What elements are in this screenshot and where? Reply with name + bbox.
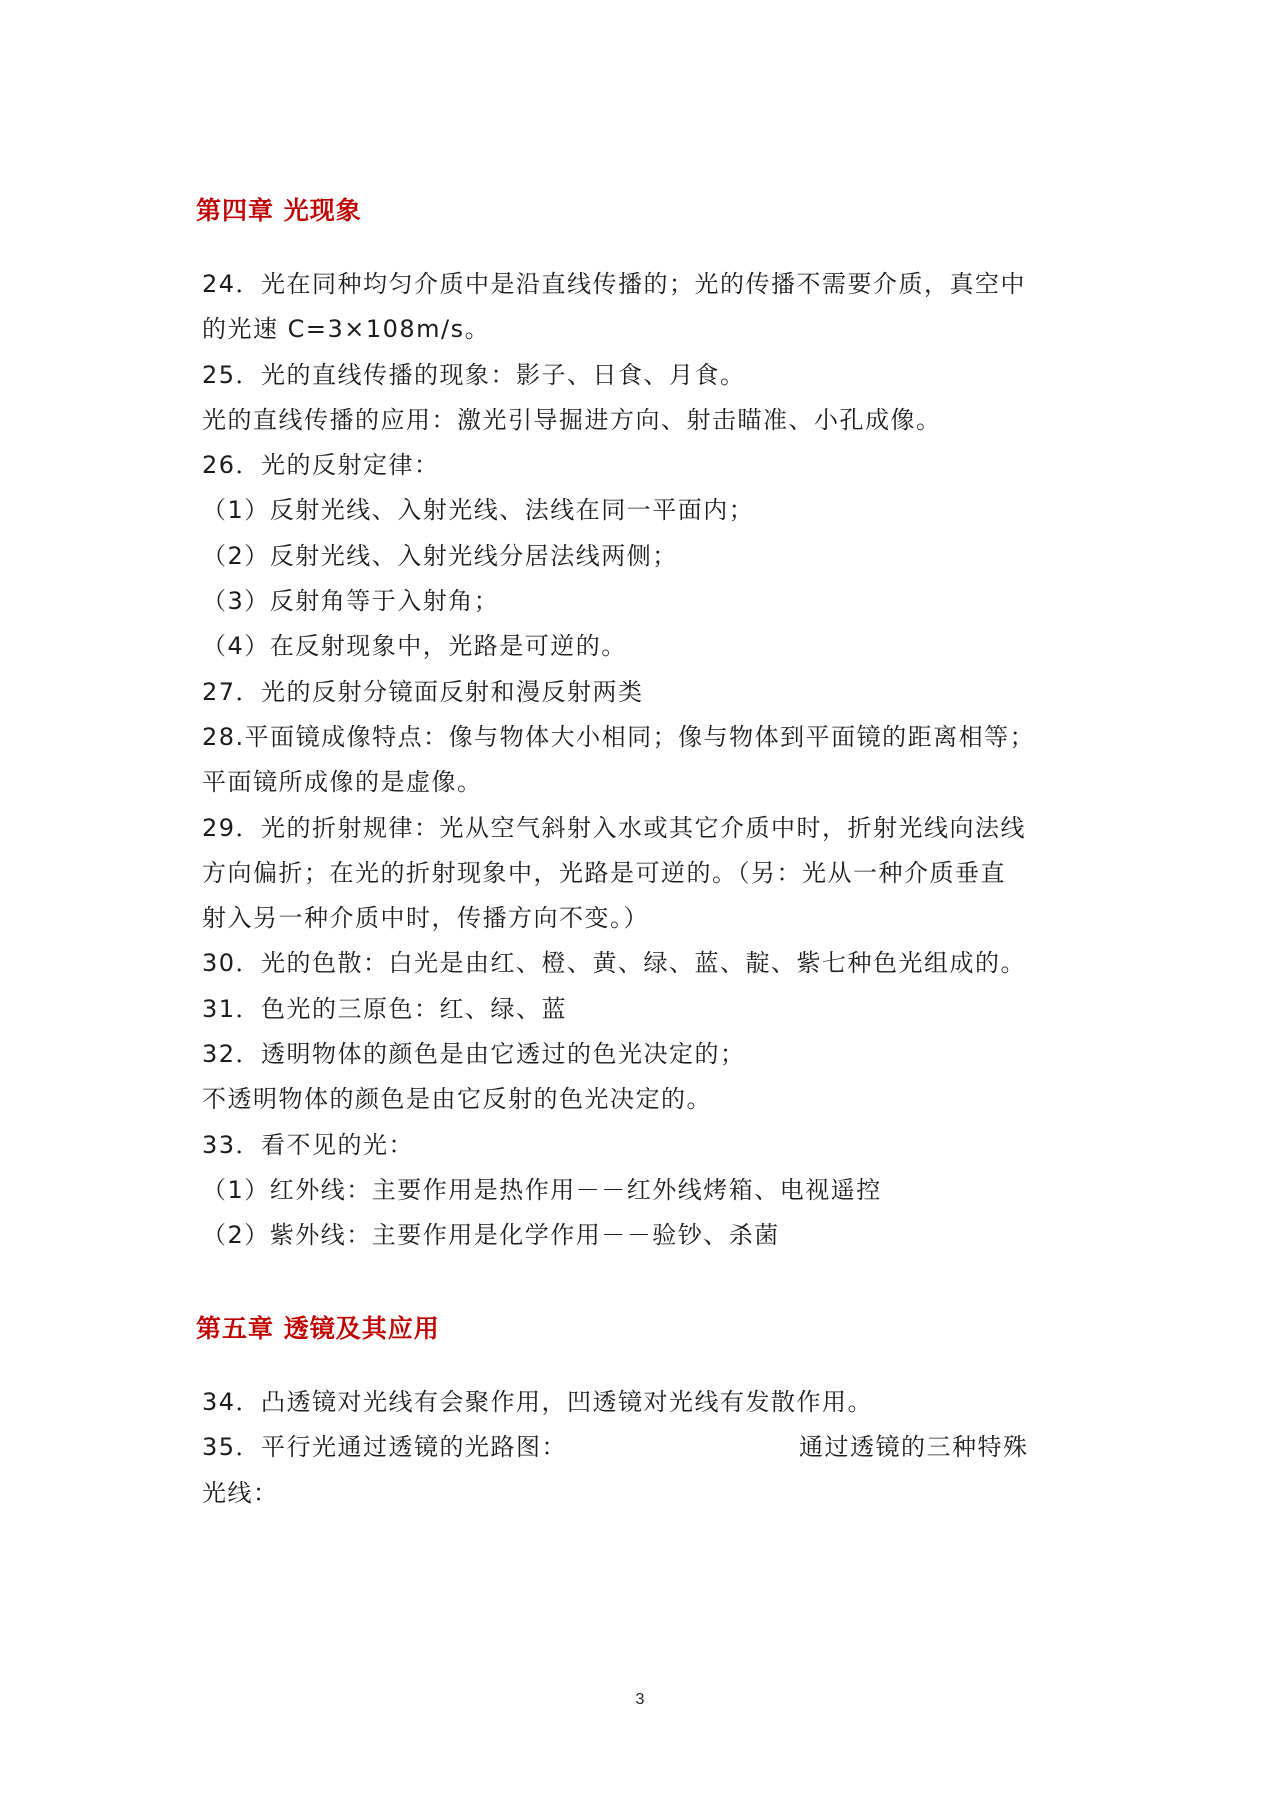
paragraph-line: 光线： [202,1478,279,1507]
chapter-4-body [202,262,1092,1259]
list-item: （1）反射光线、入射光线、法线在同一平面内； [202,496,755,525]
paragraph-line: 的光速 C=3×108m/s。 [202,315,491,344]
list-item: （4）在反射现象中，光路是可逆的。 [202,632,627,661]
paragraph-line: 33．看不见的光： [202,1130,415,1159]
paragraph-line: 方向偏折；在光的折射现象中，光路是可逆的。（另：光从一种介质垂直 [202,858,1006,887]
list-item: （2）反射光线、入射光线分居法线两侧； [202,541,678,570]
list-item: （3）反射角等于入射角； [202,587,500,616]
paragraph-line: 25．光的直线传播的现象：影子、日食、月食。 [202,360,746,389]
paragraph-line-left: 35．平行光通过透镜的光路图： [202,1433,568,1462]
paragraph-line [202,1425,1092,1470]
paragraph-line: 34．凸透镜对光线有会聚作用，凹透镜对光线有发散作用。 [202,1388,874,1416]
page-number: 3 [635,1691,645,1708]
paragraph-line: 30．光的色散：白光是由红、橙、黄、绿、蓝、靛、紫七种色光组成的。 [202,949,1027,978]
paragraph-line: 平面镜所成像的是虚像。 [202,768,483,797]
paragraph-line: 射入另一种介质中时，传播方向不变。） [202,904,649,933]
paragraph-line: 32．透明物体的颜色是由它透过的色光决定的； [202,1040,746,1069]
paragraph-line: 28.平面镜成像特点：像与物体大小相同；像与物体到平面镜的距离相等； [202,722,1036,751]
paragraph-line-right: 通过透镜的三种特殊 [799,1433,1029,1462]
paragraph-line: 光的直线传播的应用：激光引导掘进方向、射击瞄准、小孔成像。 [202,405,942,434]
paragraph-line: 31．色光的三原色：红、绿、蓝 [202,994,568,1023]
chapter-5-body [202,1380,1092,1516]
list-item: （1）红外线：主要作用是热作用－－红外线烤箱、电视遥控 [202,1175,882,1204]
chapter-4-heading: 第四章 光现象 [196,196,362,225]
paragraph-line: 24．光在同种均匀介质中是沿直线传播的；光的传播不需要介质，真空中 [202,270,1027,298]
paragraph-line: 26．光的反射定律： [202,451,440,480]
paragraph-line: 27．光的反射分镜面反射和漫反射两类 [202,677,644,706]
paragraph-line: 不透明物体的颜色是由它反射的色光决定的。 [202,1085,712,1114]
paragraph-line: 29．光的折射规律：光从空气斜射入水或其它介质中时，折射光线向法线 [202,813,1027,842]
chapter-5-heading: 第五章 透镜及其应用 [196,1314,440,1343]
list-item: （2）紫外线：主要作用是化学作用－－验钞、杀菌 [202,1221,780,1250]
